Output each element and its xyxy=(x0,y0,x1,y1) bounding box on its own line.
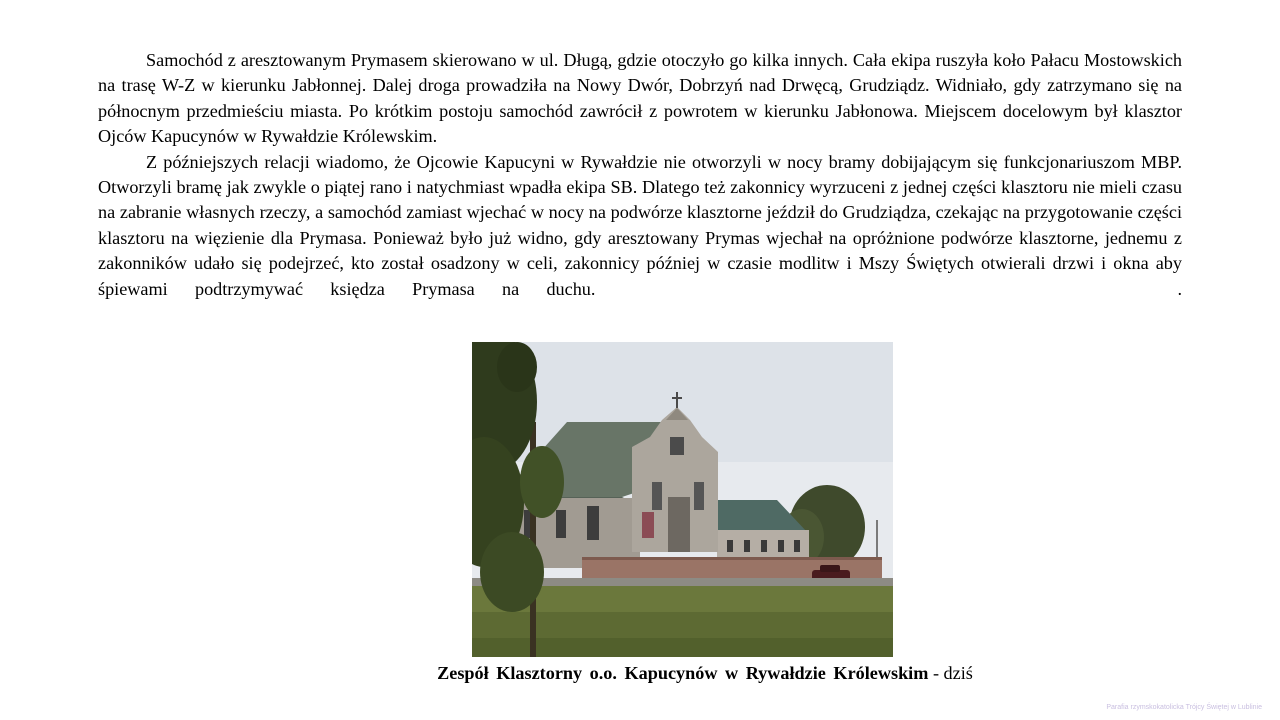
main-text xyxy=(98,48,1182,302)
caption-suffix: - dziś xyxy=(928,663,973,683)
photo-caption xyxy=(0,660,1280,686)
paragraph-2 xyxy=(98,150,1182,302)
parish-footer: Parafia rzymskokatolicka Trójcy Świętej w Lublinie xyxy=(1106,704,1262,711)
monastery-illustration xyxy=(472,342,893,657)
monastery-photo xyxy=(472,342,893,657)
paragraph-2-end-dot: . xyxy=(1177,278,1182,299)
paragraph-2-text: Z późniejszych relacji wiadomo, że Ojcowie Kapucyni w Rywałdzie nie otworzyli w nocy bramy dobijającym się funkcjonariuszom MBP. Otworzyli bramę jak zwykle o piątej rano i natychmiast wpadła ekipa SB. Dlatego też zakonnicy wyrzuceni z jednej części klasztoru nie mieli czasu na zabranie własnych rzeczy, a samochód zamiast wjechać w nocy na podwórze klasztorne jeździł do Grudziądza, czekając na przygotowanie części klasztoru na więzienie dla Prymasa. Ponieważ było już widno, gdy aresztowany Prymas wjechał na opróżnione podwórze klasztorne, jednemu z zakonników udało się podejrzeć, kto został osadzony w celi, zakonnicy później w czasie modlitw i Mszy Świętych otwierali drzwi i okna aby śpiewami podtrzymywać księdza Prymasa na duchu. xyxy=(98,151,1182,299)
caption-title: Zespół Klasztorny o.o. Kapucynów w Rywałdzie Królewskim xyxy=(437,663,929,683)
paragraph-1: Samochód z aresztowanym Prymasem skierowano w ul. Długą, gdzie otoczyło go kilka innych. Cała ekipa ruszyła koło Pałacu Mostowskich na trasę W-Z w kierunku Jabłonnej. Dalej droga prowadziła na Nowy Dwór, Dobrzyń nad Drwęcą, Grudziądz. Widniało, gdy zatrzymano się na północnym przedmieściu miasta. Po krótkim postoju samochód zawrócił z powrotem w kierunku Jabłonowa. Miejscem docelowym był klasztor Ojców Kapucynów w Rywałdzie Królewskim. xyxy=(98,50,1182,147)
